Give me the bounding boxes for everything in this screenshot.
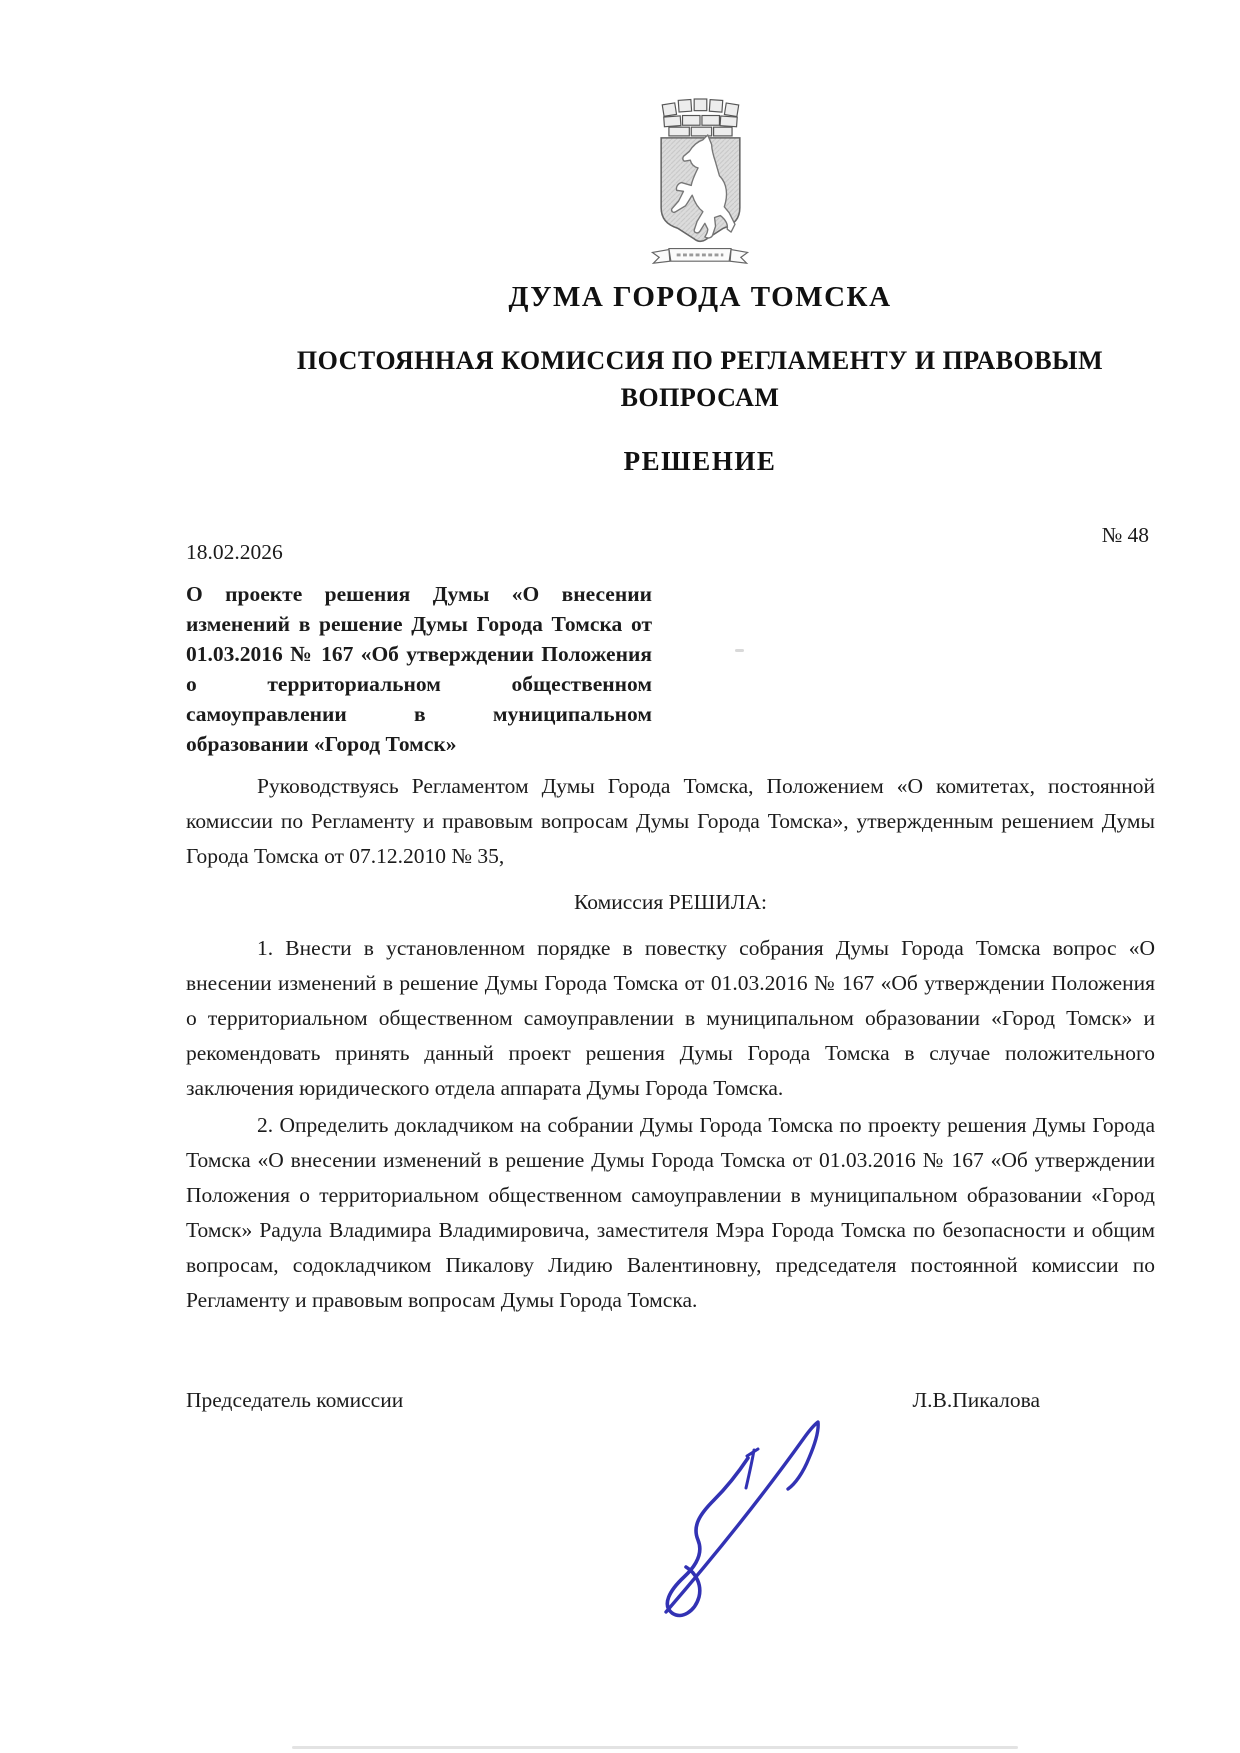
document-header — [0, 0, 1240, 477]
shield — [661, 135, 740, 241]
mural-crown — [662, 99, 738, 136]
signer-position-label: Председатель комиссии — [186, 1388, 404, 1412]
doc-number: № 48 — [1101, 523, 1149, 547]
ribbon-banner — [652, 249, 747, 264]
handwritten-signature — [636, 1396, 868, 1628]
resolution-item-2: 2. Определить докладчиком на собрании Думы Города Томска по проекту решения Думы Города Томска «О внесении изменений в решение Думы Города Томска от 01.03.2016 № 167 «Об утверждении Положения о территориальном общественном самоуправлении в муниципальном образовании «Город Томск» Радула Владимира Владимировича, заместителя Мэра Города Томска по безопасности и общим вопросам, содокладчиком Пикалову Лидию Валентиновну, председателя постоянной комиссии по Регламенту и правовым вопросам Думы Города Томска. — [186, 1113, 1155, 1312]
doc-type-title: РЕШЕНИЕ — [623, 446, 777, 476]
signature-row — [186, 1388, 1040, 1413]
resolution-item-1: 1. Внести в установленном порядке в повестку собрания Думы Города Томска вопрос «О внесении изменений в решение Думы Города Томска от 01.03.2016 № 167 «Об утверждении Положения о территориальном общественном самоуправлении в муниципальном образовании «Город Томск» и рекомендовать принять данный проект решения Думы Города Томска в случае положительного заключения юридического отдела аппарата Думы Города Томска. — [186, 936, 1155, 1100]
doc-date: 18.02.2026 — [186, 540, 283, 564]
doc-meta — [186, 523, 1155, 573]
tomsk-coat-of-arms-icon — [632, 96, 768, 272]
scan-artifact — [735, 649, 744, 652]
signer-name: Л.В.Пикалова — [912, 1388, 1040, 1412]
commission-title: ПОСТОЯННАЯ КОМИССИЯ ПО РЕГЛАМЕНТУ И ПРАВОВЫМ ВОПРОСАМ — [296, 346, 1104, 412]
scan-edge-shadow — [292, 1746, 1018, 1749]
preamble: Руководствуясь Регламентом Думы Города Томска, Положением «О комитетах, постоянной комиссии по Регламенту и правовым вопросам Думы Города Томска», утвержденным решением Думы Города Томска от 07.12.2010 № 35, — [186, 774, 1155, 868]
doc-subject: О проекте решения Думы «О внесении изменений в решение Думы Города Томска от 01.03.2016 № 167 «Об утверждении Положения о территориальном общественном самоуправлении в муниципальном образовании «Город Томск» — [186, 582, 652, 756]
org-title: ДУМА ГОРОДА ТОМСКА — [508, 281, 892, 313]
resolution-heading: Комиссия РЕШИЛА: — [574, 890, 767, 914]
